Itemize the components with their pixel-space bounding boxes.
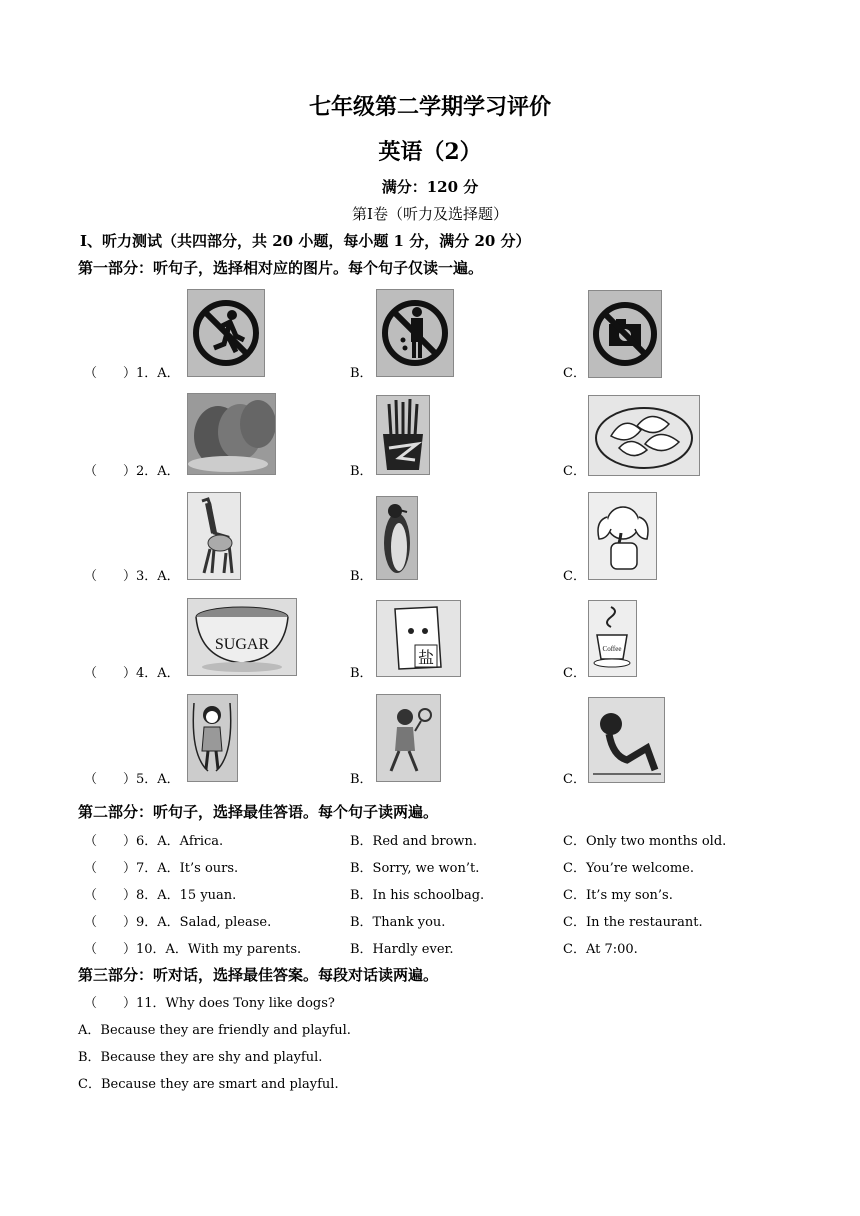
question-7-option-a: （ ）7．A．It’s ours. — [84, 861, 239, 876]
girl-skipping-rope-picture — [187, 694, 238, 782]
question-1-option-c: C． — [563, 366, 586, 381]
question-2-label: （ ）2．A． — [84, 464, 180, 479]
question-7-option-c: C．You’re welcome. — [563, 861, 695, 876]
coffee-cup-picture — [588, 600, 637, 677]
question-9-option-c: C．In the restaurant. — [563, 915, 703, 930]
question-10-option-a: （ ）10．A．With my parents. — [84, 942, 302, 957]
question-11-stem: （ ）11．Why does Tony like dogs? — [84, 996, 335, 1011]
no-running-sign-picture — [187, 289, 265, 377]
no-littering-sign-picture — [376, 289, 454, 377]
question-5-option-c: C． — [563, 772, 586, 787]
question-2-option-b: B． — [350, 464, 373, 479]
subject-title: 英语（2） — [378, 139, 482, 165]
volume-title: 第Ⅰ卷（听力及选择题） — [352, 205, 508, 223]
question-4-option-c: C． — [563, 666, 586, 681]
question-4-option-b: B． — [350, 666, 373, 681]
biscuits-picture — [187, 393, 276, 475]
salt-bag-picture — [376, 600, 461, 677]
salt-label: 盐 — [417, 648, 435, 667]
part1-heading: 第一部分：听句子，选择相对应的图片。每个句子仅读一遍。 — [78, 259, 484, 277]
question-7-option-b: B．Sorry, we won’t. — [350, 861, 480, 876]
page-title: 七年级第二学期学习评价 — [308, 94, 551, 120]
question-8-option-a: （ ）8．A．15 yuan. — [84, 888, 237, 903]
elephant-picture — [588, 492, 657, 580]
dumplings-picture — [588, 395, 700, 476]
no-photos-sign-picture — [588, 290, 662, 378]
question-6-option-c: C．Only two months old. — [563, 834, 727, 849]
question-5-option-b: B． — [350, 772, 373, 787]
question-9-option-a: （ ）9．A．Salad, please. — [84, 915, 272, 930]
coffee-label: Coffee — [602, 645, 622, 653]
question-5-label: （ ）5．A． — [84, 772, 180, 787]
full-score: 满分：120 分 — [381, 178, 479, 196]
question-6-option-a: （ ）6．A．Africa. — [84, 834, 224, 849]
question-11-option-b: B．Because they are shy and playful. — [78, 1050, 323, 1065]
part3-heading: 第三部分：听对话，选择最佳答案。每段对话读两遍。 — [78, 966, 439, 984]
question-9-option-b: B．Thank you. — [350, 915, 446, 930]
question-10-option-c: C．At 7:00. — [563, 942, 638, 957]
question-3-option-c: C． — [563, 569, 586, 584]
penguin-picture — [376, 496, 418, 580]
question-8-option-b: B．In his schoolbag. — [350, 888, 485, 903]
question-8-option-c: C．It’s my son’s. — [563, 888, 673, 903]
question-6-option-b: B．Red and brown. — [350, 834, 478, 849]
question-4-label: （ ）4．A． — [84, 666, 180, 681]
sugar-bowl-picture — [187, 598, 297, 676]
question-11-option-c: C．Because they are smart and playful. — [78, 1077, 339, 1092]
girl-playing-tennis-picture — [376, 694, 441, 782]
question-11-option-a: A．Because they are friendly and playful. — [78, 1023, 351, 1038]
question-3-label: （ ）3．A． — [84, 569, 180, 584]
question-1-label: （ ）1．A． — [84, 366, 180, 381]
question-2-option-c: C． — [563, 464, 586, 479]
sugar-label: SUGAR — [214, 636, 270, 653]
question-3-option-b: B． — [350, 569, 373, 584]
giraffe-picture — [187, 492, 241, 580]
section-listening: Ⅰ、听力测试（共四部分，共 20 小题，每小题 1 分，满分 20 分） — [80, 232, 531, 250]
question-1-option-b: B． — [350, 366, 373, 381]
question-10-option-b: B．Hardly ever. — [350, 942, 454, 957]
girl-doing-situps-picture — [588, 697, 665, 783]
french-fries-picture — [376, 395, 430, 475]
part2-heading: 第二部分：听句子，选择最佳答语。每个句子读两遍。 — [78, 803, 439, 821]
